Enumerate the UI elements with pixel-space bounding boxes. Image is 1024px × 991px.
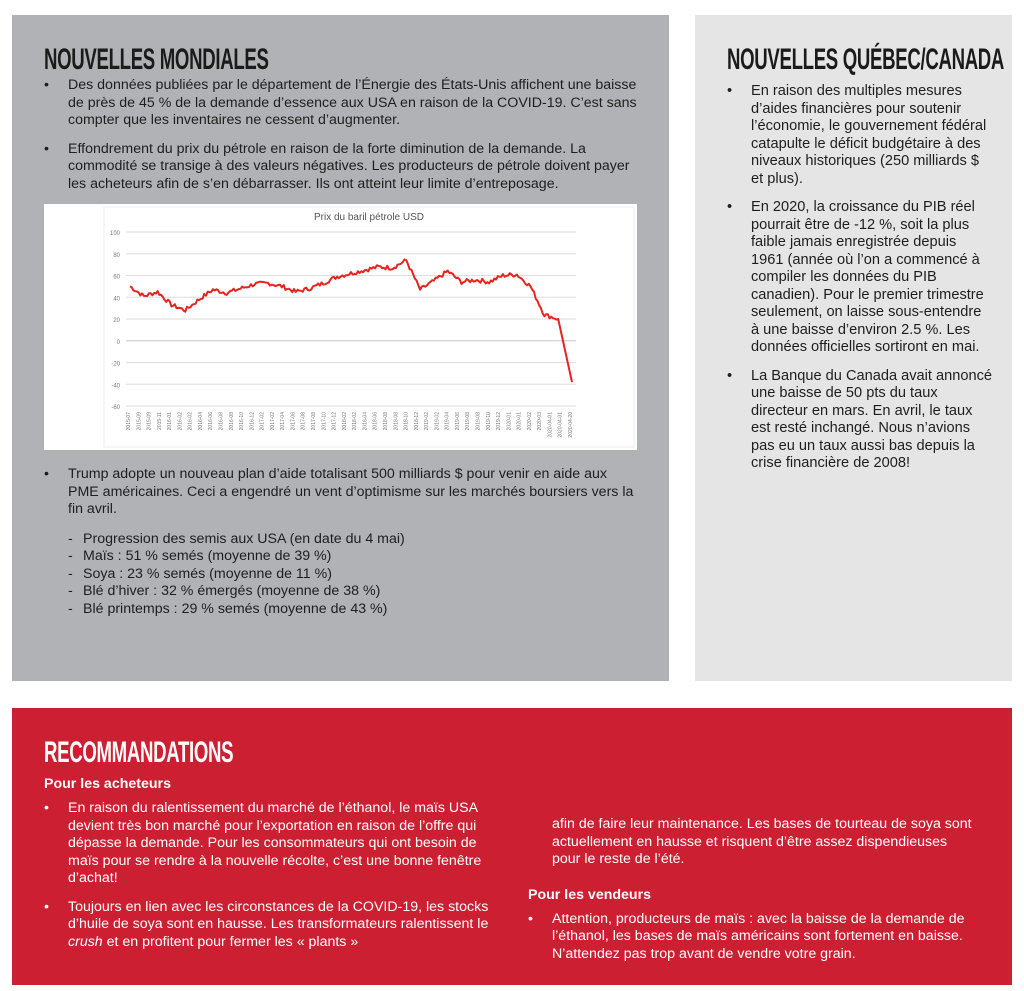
svg-text:2020-01: 2020-01	[506, 412, 513, 431]
list-item: • La Banque du Canada avait annoncé une baisse de 50 pts du taux directeur en mars. En avril, le taux est resté inchangé. Nous n’avions pas eu un taux aussi bas depuis la crise financière de 2008!	[727, 367, 992, 471]
svg-text:2017-12: 2017-12	[331, 412, 338, 431]
line-chart	[44, 204, 637, 450]
buyers-continuation: afin de faire leur maintenance. Les bases de tourteau de soya sont actuellement en hausse et risquent d’être assez dispendieuses pour le reste de l’été.	[552, 816, 972, 867]
list-item: • En raison des multiples mesures d’aides financières pour soutenir l’économie, le gouvernement fédéral catapulte le déficit budgétaire à des niveaux historiques (250 milliards $ et plus).	[727, 83, 987, 187]
sellers-subheading: Pour les vendeurs	[528, 886, 652, 903]
svg-text:2016-08: 2016-08	[228, 412, 235, 431]
svg-text:2018-02: 2018-02	[341, 412, 348, 431]
svg-text:2017-08: 2017-08	[300, 412, 307, 431]
bullet-icon: •	[727, 199, 733, 215]
svg-text:80: 80	[113, 252, 120, 259]
svg-text:2020-02: 2020-02	[526, 412, 533, 431]
bullet-icon: •	[44, 800, 49, 816]
quebec-canada-panel	[695, 15, 1012, 681]
svg-text:-40: -40	[111, 383, 120, 390]
list-item: - Progression des semis aux USA (en date du 4 mai)	[68, 530, 405, 547]
svg-text:2019-12: 2019-12	[496, 412, 503, 431]
svg-text:2019-10: 2019-10	[485, 412, 492, 431]
svg-text:2020-04-01: 2020-04-01	[547, 412, 554, 438]
list-item: - Maïs : 51 % semés (moyenne de 39 %)	[68, 548, 332, 564]
list-item: • Trump adopte un nouveau plan d’aide totalisant 500 milliards $ pour venir en aide aux PME américaines. Ceci a engendré un vent d’optimisme sur les marchés boursiers vers la fin avril. - Progression des semis aux USA (en date du 4 mai) - Maïs : 51 % semés (moyenne de 39 %) - Soya : 23 % semés (moyenne de 11 %) - Blé d’hiver : 32 % émergés (moyenne de 38 %) - Blé printemps : 29 % semés (moyenne de 43 %)	[44, 466, 637, 618]
svg-text:2018-08: 2018-08	[393, 412, 400, 431]
svg-text:2020-03: 2020-03	[537, 412, 544, 431]
bullet-icon: •	[727, 83, 733, 99]
svg-text:2020-01: 2020-01	[516, 412, 523, 431]
svg-text:2016-08: 2016-08	[218, 412, 225, 431]
svg-text:2016-04: 2016-04	[197, 412, 204, 431]
svg-text:2015-11: 2015-11	[156, 412, 163, 430]
svg-text:-60: -60	[111, 405, 120, 411]
bullet-icon: •	[44, 898, 49, 915]
buyers-list	[44, 800, 494, 951]
svg-text:2016-10: 2016-10	[239, 412, 246, 431]
world-news-heading: NOUVELLES MONDIALES	[44, 43, 269, 76]
bullet-icon: •	[727, 367, 733, 384]
recommendations-heading: RECOMMANDATIONS	[44, 736, 234, 769]
seeding-progress-list	[68, 531, 637, 619]
svg-text:2018-10: 2018-10	[403, 412, 410, 431]
svg-text:2017-02: 2017-02	[259, 412, 266, 431]
svg-text:2016-06: 2016-06	[208, 412, 215, 431]
svg-text:20: 20	[113, 318, 120, 324]
svg-text:2017-06: 2017-06	[290, 412, 297, 431]
svg-text:2016-02: 2016-02	[187, 412, 194, 431]
svg-text:40: 40	[113, 296, 120, 303]
list-item: - Blé d’hiver : 32 % émergés (moyenne de 38 %)	[68, 583, 381, 599]
svg-text:2016-12: 2016-12	[249, 412, 256, 431]
svg-text:2018-06: 2018-06	[372, 412, 379, 431]
svg-text:2019-02: 2019-02	[424, 412, 431, 431]
list-item: • Des données publiées par le département de l’Énergie des États-Unis affichent une baisse de près de 45 % de la demande d’essence aux USA en raison de la COVID-19. C’est sans compter que les inventaires ne cessent d’augmenter.	[44, 77, 637, 128]
svg-text:2018-04: 2018-04	[362, 412, 369, 431]
svg-text:2017-02: 2017-02	[269, 412, 276, 431]
sellers-list	[528, 911, 978, 964]
quebec-canada-heading: NOUVELLES QUÉBEC/CANADA	[727, 43, 1005, 76]
world-news-panel	[12, 15, 669, 681]
list-item: • Toujours en lien avec les circonstances de la COVID-19, les stocks d’huile de soya sont en hausse. Les transformateurs ralentissent le crush et en profitent pour fermer les « plants »	[44, 898, 489, 950]
svg-text:0: 0	[116, 339, 120, 346]
svg-text:2018-02: 2018-02	[352, 412, 359, 431]
svg-text:-20: -20	[111, 361, 120, 368]
svg-text:2018-08: 2018-08	[382, 412, 389, 431]
svg-text:2019-06: 2019-06	[454, 412, 461, 431]
svg-text:2018-12: 2018-12	[413, 412, 420, 431]
buyers-subheading: Pour les acheteurs	[44, 776, 171, 792]
list-item: • Attention, producteurs de maïs : avec la baisse de la demande de l’éthanol, les bases de maïs américains sont fortement en baisse. N’attendez pas trop avant de vendre votre grain.	[528, 910, 965, 962]
recommendations-panel	[12, 708, 1012, 985]
svg-text:2019-08: 2019-08	[465, 412, 472, 431]
svg-text:2016-02: 2016-02	[177, 412, 184, 431]
svg-text:2017-04: 2017-04	[280, 412, 287, 431]
svg-text:2019-08: 2019-08	[475, 412, 482, 431]
list-item: • En raison du ralentissement du marché de l’éthanol, le maïs USA devient très bon marché pour l’exportation en raison de l’offre qui dépasse la demande. Pour les consommateurs qui ont besoin de maïs pour se rendre à la nouvelle récolte, c’est une bonne fenêtre d’achat!	[44, 800, 482, 886]
svg-text:2015-09: 2015-09	[146, 412, 153, 431]
recommendations-columns	[44, 776, 980, 974]
recommendations-right-column	[528, 776, 978, 974]
svg-text:60: 60	[113, 274, 120, 281]
bullet-icon: •	[44, 140, 49, 157]
svg-text:100: 100	[109, 231, 120, 237]
world-news-list	[44, 77, 637, 193]
bullet-icon: •	[528, 910, 533, 927]
bullet-icon: •	[44, 77, 49, 93]
svg-text:2015-09: 2015-09	[136, 412, 143, 431]
list-item: - Blé printemps : 29 % semés (moyenne de 43 %)	[68, 600, 388, 617]
svg-text:2015-07: 2015-07	[126, 412, 132, 431]
svg-text:2019-04: 2019-04	[444, 412, 451, 431]
chart-title: Prix du baril pétrole USD	[313, 212, 425, 223]
bullet-icon: •	[44, 466, 49, 482]
svg-text:2016-01: 2016-01	[167, 412, 174, 431]
svg-text:2017-10: 2017-10	[321, 412, 328, 431]
svg-text:2019-02: 2019-02	[434, 412, 441, 431]
recommendations-left-column	[44, 776, 494, 974]
oil-price-chart	[44, 204, 637, 450]
quebec-news-list	[727, 83, 992, 473]
list-item: • En 2020, la croissance du PIB réel pourrait être de -12 %, soit la plus faible jamais enregistrée depuis 1961 (année où l’on a commencé à compiler les données du PIB canadien). Pour le premier trimestre seulement, on laisse sous-entendre à une baisse d’environ 2.5 %. Les données officielles sortiront en mai.	[727, 199, 984, 355]
svg-text:2020-04-01: 2020-04-01	[557, 412, 564, 438]
list-item: - Soya : 23 % semés (moyenne de 11 %)	[68, 565, 332, 582]
svg-text:2020-04-20: 2020-04-20	[568, 412, 574, 438]
world-news-list-2	[44, 466, 637, 618]
list-item: • Effondrement du prix du pétrole en raison de la forte diminution de la demande. La commodité se transige à des valeurs négatives. Les producteurs de pétrole doivent payer les acheteurs afin de s’en débarrasser. Ils ont atteint leur limite d’entreposage.	[44, 140, 630, 192]
svg-text:2017-08: 2017-08	[311, 412, 318, 431]
